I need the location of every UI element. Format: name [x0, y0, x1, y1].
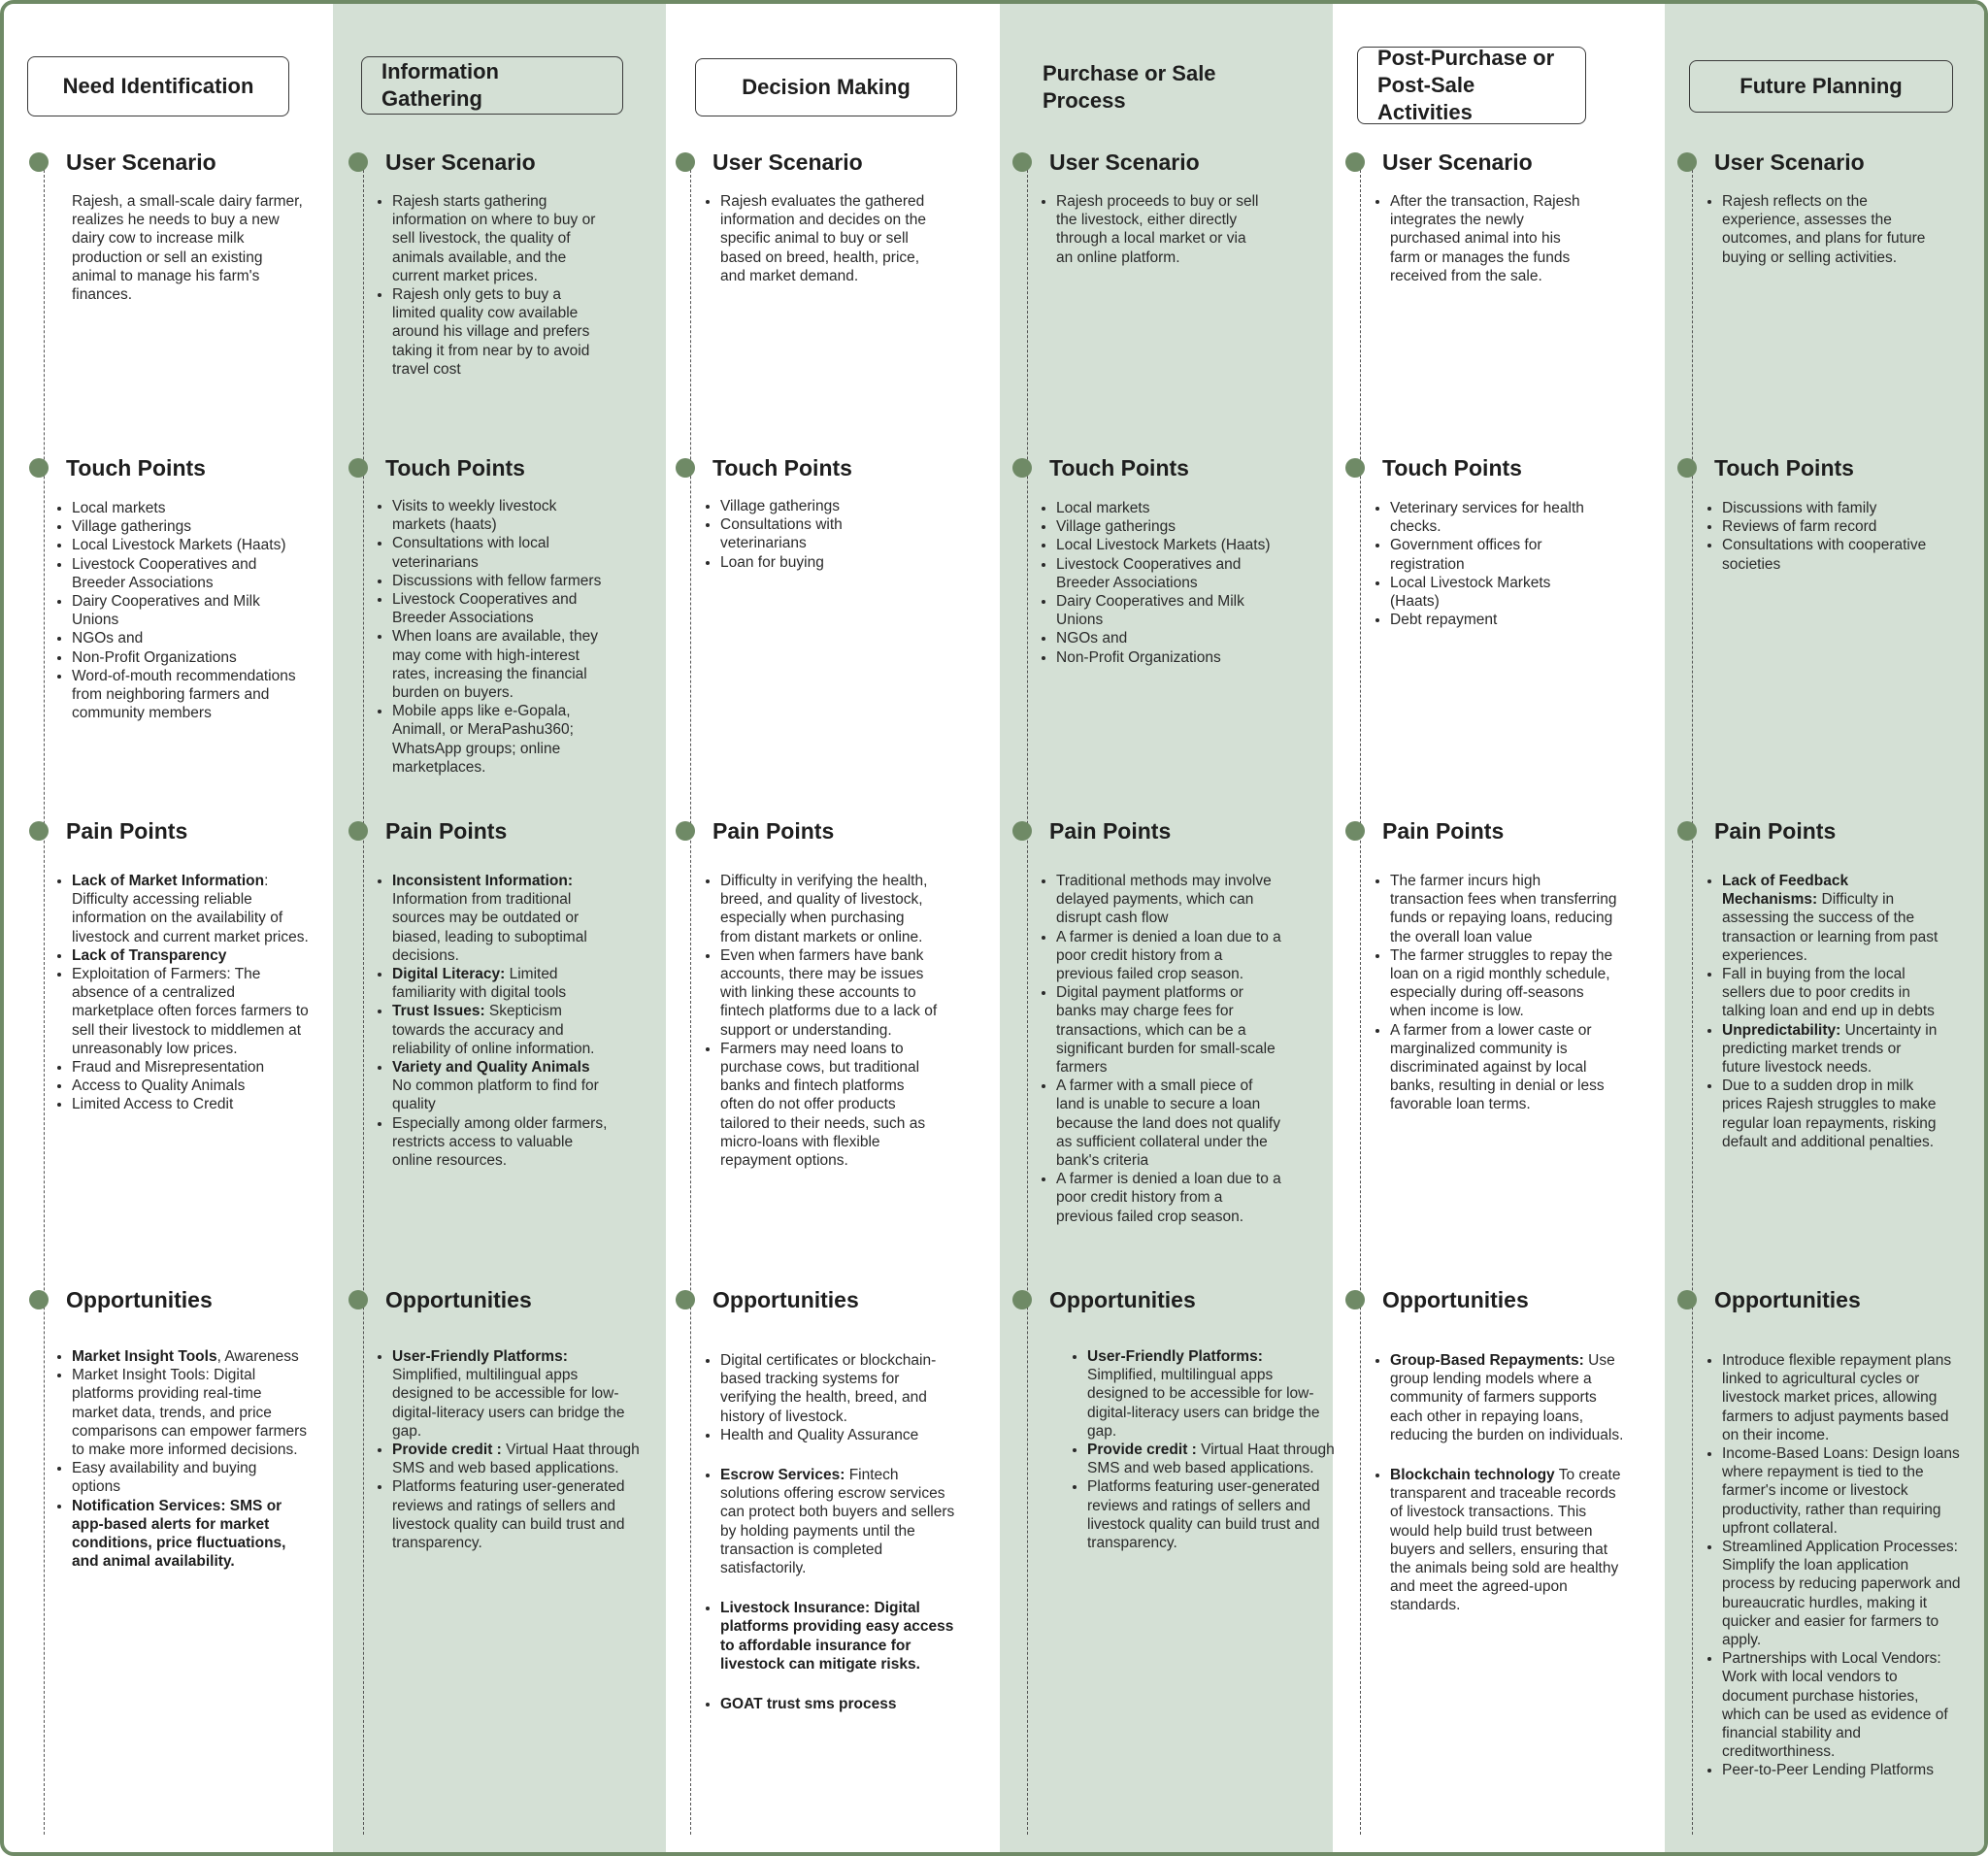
list-item: • Non-Profit Organizations [72, 648, 309, 667]
pain-points-list [56, 872, 309, 1114]
scenario-list [1375, 192, 1588, 285]
section-title: Pain Points [1049, 818, 1172, 844]
list-item: • Village gatherings [1056, 517, 1283, 536]
list-item: • Rajesh proceeds to buy or sell the livestock, either directly through a local market or via an online platform. [1056, 192, 1264, 267]
list-item: • Platforms featuring user-generated reviews and ratings of sellers and livestock quality can build trust and transparency. [1087, 1477, 1336, 1552]
list-item: • Income-Based Loans: Design loans where repayment is tied to the farmer's income or livestock productivity, rather than requiring upfront collateral. [1722, 1444, 1961, 1538]
section-dot [1345, 458, 1365, 478]
timeline-line-4 [1027, 165, 1028, 1835]
section-dot [1677, 821, 1697, 841]
section-dot [29, 821, 49, 841]
pain-points-list [1041, 872, 1283, 1226]
list-item: • Local Livestock Markets (Haats) [72, 536, 309, 554]
list-item: • Consultations with cooperative societies [1722, 536, 1930, 573]
list-item: • Market Insight Tools, Awareness [72, 1347, 309, 1366]
list-item: • Livestock Cooperatives and Breeder Associations [392, 590, 610, 627]
list-item: • Due to a sudden drop in milk prices Rajesh struggles to make regular loan repayments, risking default and additional penalties. [1722, 1077, 1939, 1151]
list-item: • Livestock Insurance: Digital platforms providing easy access to affordable insurance for livestock can mitigate risks. [720, 1599, 959, 1674]
section-title: Opportunities [385, 1287, 532, 1312]
list-item: • Notification Services: SMS or app-based alerts for market conditions, price fluctuations, and animal availability. [72, 1497, 309, 1572]
list-item: • Debt repayment [1390, 611, 1598, 629]
section-dot [29, 1290, 49, 1309]
list-item: • Fraud and Misrepresentation [72, 1058, 309, 1077]
section-title: Touch Points [1382, 455, 1522, 481]
list-item: • Consultations with veterinarians [720, 515, 928, 552]
list-item: • Discussions with family [1722, 499, 1930, 517]
touch-points-list [705, 497, 928, 572]
list-item: • Mobile apps like e-Gopala, Animall, or MeraPashu360; WhatsApp groups; online marketplaces. [392, 702, 610, 777]
list-item: • Limited Access to Credit [72, 1095, 309, 1113]
section-dot [29, 152, 49, 172]
list-item: • Access to Quality Animals [72, 1077, 309, 1095]
section-title: Touch Points [1714, 455, 1854, 481]
list-item: • Rajesh reflects on the experience, assesses the outcomes, and plans for future buying or selling activities. [1722, 192, 1930, 267]
section-dot [1012, 821, 1032, 841]
list-item: • Difficulty in verifying the health, breed, and quality of livestock, especially when purchasing from distant markets or online. [720, 872, 938, 946]
list-item: • Local markets [72, 499, 309, 517]
list-item: • Dairy Cooperatives and Milk Unions [72, 592, 309, 629]
list-item: • A farmer is denied a loan due to a poor credit history from a previous failed crop season. [1056, 1170, 1283, 1226]
list-item: • Non-Profit Organizations [1056, 648, 1283, 667]
list-item: • Consultations with local veterinarians [392, 534, 610, 571]
list-item: • Blockchain technology To create transparent and traceable records of livestock transactions. This would help build trust between buyers and sellers, ensuring that the animals being sold are healthy and meet the agreed-upon standards. [1390, 1466, 1629, 1615]
section-title: Touch Points [1049, 455, 1189, 481]
section-dot [1012, 1290, 1032, 1309]
section-title: User Scenario [1382, 149, 1533, 175]
list-item: • Visits to weekly livestock markets (haats) [392, 497, 610, 534]
section-dot [676, 152, 695, 172]
section-dot [1345, 821, 1365, 841]
section-title: Touch Points [66, 455, 206, 481]
list-item: • Provide credit : Virtual Haat through SMS and web based applications. [392, 1441, 641, 1477]
list-item: • Word-of-mouth recommendations from neighboring farmers and community members [72, 667, 309, 723]
section-dot [1677, 152, 1697, 172]
list-item: • Loan for buying [720, 553, 928, 572]
section-dot [1012, 152, 1032, 172]
list-item: • Lack of Market Information: Difficulty accessing reliable information on the availability of livestock and current market prices. [72, 872, 309, 946]
section-dot [676, 821, 695, 841]
touch-points-list [1041, 499, 1283, 667]
stage-header-future-planning: Future Planning [1689, 60, 1953, 113]
pain-points-list [1706, 872, 1939, 1151]
section-dot [348, 821, 368, 841]
list-item: • NGOs and [72, 629, 309, 647]
list-item: • Health and Quality Assurance [720, 1426, 959, 1444]
section-dot [348, 152, 368, 172]
pain-points-list [705, 872, 938, 1170]
list-item: • Local markets [1056, 499, 1283, 517]
opportunities-list [705, 1351, 959, 1713]
list-item: • A farmer from a lower caste or marginalized community is discriminated against by local banks, resulting in denial or less favorable loan terms. [1390, 1021, 1617, 1114]
section-title: User Scenario [1049, 149, 1200, 175]
section-title: Pain Points [1714, 818, 1837, 844]
opportunities-list [1706, 1351, 1961, 1780]
timeline-line-5 [1360, 165, 1361, 1835]
list-item: • Rajesh only gets to buy a limited quality cow available around his village and prefers taking it from near by to avoid travel cost [392, 285, 600, 379]
list-item: • Partnerships with Local Vendors: Work with local vendors to document purchase histories, which can be used as evidence of financial stability and creditworthiness. [1722, 1649, 1961, 1761]
section-title: User Scenario [385, 149, 536, 175]
touch-points-list [1706, 499, 1930, 574]
list-item: • Government offices for registration [1390, 536, 1598, 573]
list-item: • GOAT trust sms process [720, 1695, 959, 1713]
stage-header-purchase-or-sale: Purchase or Sale Process [1043, 61, 1216, 113]
list-item: • User-Friendly Platforms: Simplified, multilingual apps designed to be accessible for low-digital-literacy users can bridge the gap. [1087, 1347, 1336, 1441]
list-item: • Village gatherings [720, 497, 928, 515]
list-item: • Lack of Transparency [72, 946, 309, 965]
list-item: • Local Livestock Markets (Haats) [1056, 536, 1283, 554]
list-item: • Market Insight Tools: Digital platforms providing real-time market data, trends, and price comparisons can empower farmers to make more informed decisions. [72, 1366, 309, 1459]
section-title: Pain Points [1382, 818, 1505, 844]
list-item: • Lack of Feedback Mechanisms: Difficulty in assessing the success of the transaction or learning from past experiences. [1722, 872, 1939, 965]
touch-points-list [56, 499, 309, 722]
list-item: • Veterinary services for health checks. [1390, 499, 1598, 536]
list-item: • After the transaction, Rajesh integrates the newly purchased animal into his farm or manages the funds received from the sale. [1390, 192, 1588, 285]
stage-header-post-purchase: Post-Purchase or Post-Sale Activities [1357, 47, 1586, 124]
list-item: • Livestock Cooperatives and Breeder Associations [72, 555, 309, 592]
timeline-line-2 [363, 165, 364, 1835]
opportunities-list [377, 1347, 641, 1552]
section-dot [1677, 1290, 1697, 1309]
opportunities-list [1375, 1351, 1629, 1615]
list-item: • Inconsistent Information: Information from traditional sources may be outdated or biased, leading to suboptimal decisions. [392, 872, 610, 965]
list-item: • The farmer struggles to repay the loan on a rigid monthly schedule, especially during off-seasons when income is low. [1390, 946, 1617, 1021]
list-item: • Livestock Cooperatives and Breeder Associations [1056, 555, 1283, 592]
list-item: • Digital certificates or blockchain-based tracking systems for verifying the health, breed, and history of livestock. [720, 1351, 959, 1426]
scenario-text [72, 192, 305, 304]
section-title: User Scenario [1714, 149, 1865, 175]
section-title: Pain Points [66, 818, 188, 844]
scenario-paragraph: Rajesh, a small-scale dairy farmer, realizes he needs to buy a new dairy cow to increase milk production or sell an existing animal to manage his farm's finances. [72, 193, 303, 304]
scenario-list [705, 192, 928, 285]
list-item: • Group-Based Repayments: Use group lending models where a community of farmers supports each other in repaying loans, reducing the burden on individuals. [1390, 1351, 1629, 1444]
section-dot [348, 1290, 368, 1309]
list-item: • Platforms featuring user-generated reviews and ratings of sellers and livestock quality can build trust and transparency. [392, 1477, 641, 1552]
list-item: • Unpredictability: Uncertainty in predicting market trends or future livestock needs. [1722, 1021, 1939, 1077]
timeline-line-6 [1692, 165, 1693, 1835]
list-item: • Village gatherings [72, 517, 309, 536]
list-item: • Reviews of farm record [1722, 517, 1930, 536]
pain-points-list [377, 872, 610, 1170]
section-title: User Scenario [66, 149, 216, 175]
section-title: Touch Points [712, 455, 852, 481]
list-item: • User-Friendly Platforms: Simplified, multilingual apps designed to be accessible for low-digital-literacy users can bridge the gap. [392, 1347, 641, 1441]
section-dot [676, 1290, 695, 1309]
list-item: • Streamlined Application Processes: Simplify the loan application process by reducing paperwork and bureaucratic hurdles, making it quicker and easier for farmers to apply. [1722, 1538, 1961, 1649]
stage-header-information-gathering: Information Gathering [361, 56, 623, 115]
list-item: • Peer-to-Peer Lending Platforms [1722, 1761, 1961, 1779]
list-item: • Dairy Cooperatives and Milk Unions [1056, 592, 1283, 629]
section-title: Opportunities [712, 1287, 859, 1312]
list-item: • The farmer incurs high transaction fees when transferring funds or repaying loans, reducing the overall loan value [1390, 872, 1617, 946]
list-item: • Escrow Services: Fintech solutions offering escrow services can protect both buyers and sellers by holding payments until the transaction is completed satisfactorily. [720, 1466, 959, 1577]
list-item: • NGOs and [1056, 629, 1283, 647]
list-item: • Introduce flexible repayment plans linked to agricultural cycles or livestock market prices, allowing farmers to adjust payments based on their income. [1722, 1351, 1961, 1444]
timeline-line-3 [690, 165, 691, 1835]
list-item: • Exploitation of Farmers: The absence of a centralized marketplace often forces farmers to sell their livestock to middlemen at unreasonably low prices. [72, 965, 309, 1058]
section-dot [1345, 1290, 1365, 1309]
section-dot [676, 458, 695, 478]
list-item: • A farmer with a small piece of land is unable to secure a loan because the land does not qualify as sufficient collateral under the bank's criteria [1056, 1077, 1283, 1170]
list-item: • Digital Literacy: Limited familiarity with digital tools [392, 965, 610, 1002]
section-title: Opportunities [1382, 1287, 1529, 1312]
list-item: • When loans are available, they may come with high-interest rates, increasing the financial burden on buyers. [392, 627, 610, 702]
list-item: • Especially among older farmers, restricts access to valuable online resources. [392, 1114, 610, 1171]
stage-header-need-identification: Need Identification [27, 56, 289, 116]
section-dot [1345, 152, 1365, 172]
opportunities-list [1072, 1347, 1336, 1552]
list-item: • Rajesh evaluates the gathered information and decides on the specific animal to buy or sell based on breed, health, price, and market demand. [720, 192, 928, 285]
list-item: • Local Livestock Markets (Haats) [1390, 574, 1598, 611]
list-item: • Rajesh starts gathering information on where to buy or sell livestock, the quality of animals available, and the current market prices. [392, 192, 600, 285]
section-title: User Scenario [712, 149, 863, 175]
scenario-list [1041, 192, 1264, 267]
list-item: • Digital payment platforms or banks may charge fees for transactions, which can be a significant burden for small-scale farmers [1056, 983, 1283, 1077]
list-item: • Trust Issues: Skepticism towards the accuracy and reliability of online information. [392, 1002, 610, 1058]
list-item: • Fall in buying from the local sellers due to poor credits in talking loan and end up in debts [1722, 965, 1939, 1021]
section-title: Opportunities [1049, 1287, 1196, 1312]
list-item: • Traditional methods may involve delayed payments, which can disrupt cash flow [1056, 872, 1283, 928]
pain-points-list [1375, 872, 1617, 1114]
opportunities-list [56, 1347, 309, 1571]
section-title: Opportunities [1714, 1287, 1861, 1312]
list-item: • Variety and Quality Animals No common platform to find for quality [392, 1058, 610, 1114]
section-title: Touch Points [385, 455, 525, 481]
list-item: • A farmer is denied a loan due to a poor credit history from a previous failed crop season. [1056, 928, 1283, 984]
scenario-list [1706, 192, 1930, 267]
section-dot [348, 458, 368, 478]
timeline-line-1 [44, 165, 45, 1835]
list-item: • Provide credit : Virtual Haat through SMS and web based applications. [1087, 1441, 1336, 1477]
scenario-list [377, 192, 600, 379]
stage-header-decision-making: Decision Making [695, 58, 957, 116]
section-dot [29, 458, 49, 478]
section-dot [1012, 458, 1032, 478]
list-item: • Easy availability and buying options [72, 1459, 309, 1496]
list-item: • Discussions with fellow farmers [392, 572, 610, 590]
section-title: Opportunities [66, 1287, 213, 1312]
list-item: • Farmers may need loans to purchase cows, but traditional banks and fintech platforms often do not offer products tailored to their needs, such as micro-loans with flexible repayment options. [720, 1040, 938, 1170]
touch-points-list [1375, 499, 1598, 629]
list-item: • Even when farmers have bank accounts, there may be issues with linking these accounts to fintech platforms due to a lack of support or understanding. [720, 946, 938, 1040]
section-title: Pain Points [712, 818, 835, 844]
section-title: Pain Points [385, 818, 508, 844]
touch-points-list [377, 497, 610, 777]
section-dot [1677, 458, 1697, 478]
